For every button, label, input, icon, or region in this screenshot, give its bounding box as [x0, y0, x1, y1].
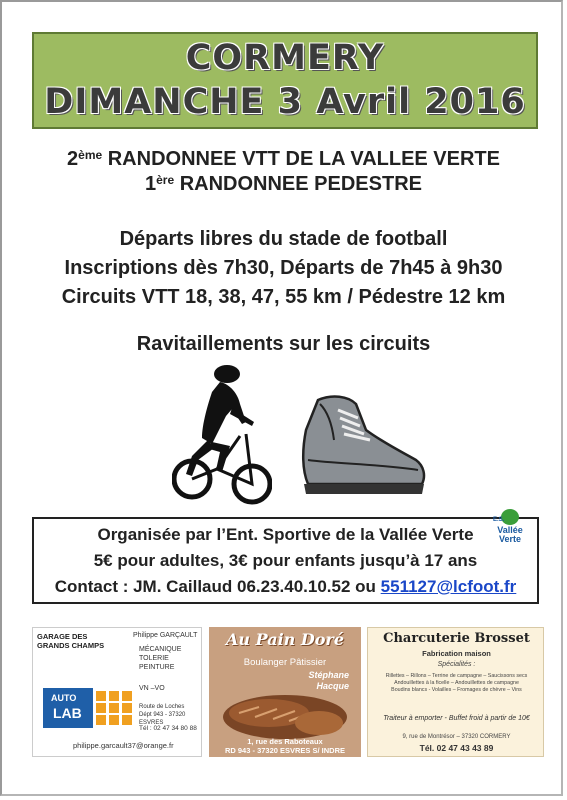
ad-charcuterie — [367, 627, 544, 757]
garage-email: philippe.garcault37@orange.fr — [73, 741, 174, 750]
garage-icons-grid — [95, 690, 133, 726]
event-titles — [2, 147, 565, 197]
bread-illustration — [219, 691, 351, 743]
svg-text:Vallée: Vallée — [497, 525, 523, 535]
vtt-ordinal-suffix: ème — [78, 148, 103, 162]
garage-owner: Philippe GARÇAULT — [133, 632, 198, 639]
ad-garage — [32, 627, 202, 757]
charcuterie-specialites: Spécialités : — [437, 661, 476, 668]
garage-address-line: Dépt 943 - 37320 ESVRES — [139, 712, 186, 726]
boulangerie-address-line: 1, rue des Raboteaux — [247, 737, 323, 746]
hiking-boot-illustration — [298, 390, 428, 500]
charcuterie-phone: Tél. 02 47 43 43 89 — [419, 743, 494, 753]
svg-text:E.S.: E.S. — [493, 517, 505, 523]
cyclist-illustration — [172, 364, 272, 510]
boulangerie-owner — [308, 670, 349, 692]
ped-title: RANDONNEE PEDESTRE — [179, 173, 422, 195]
title-date: DIMANCHE 3 Avril 2016 — [44, 82, 526, 122]
charcuterie-traiteur: Traiteur à emporter - Buffet froid à partir de 10€ — [383, 715, 530, 722]
contact-email-link[interactable]: 551127@lcfoot.fr — [380, 577, 517, 596]
vtt-ordinal: 2 — [67, 148, 79, 170]
boulangerie-address-line: RD 943 - 37320 ESVRES S/ INDRE — [224, 746, 346, 755]
info-circuits: Circuits VTT 18, 38, 47, 55 km / Pédestre 12 km — [61, 286, 506, 308]
garage-phone: Tél : 02 47 34 80 88 — [139, 725, 197, 732]
svg-text:Verte: Verte — [498, 534, 522, 544]
autolab-text-1: AUTO — [51, 693, 77, 703]
contact-line — [34, 574, 537, 600]
product-line: Boudins blancs - Volailles – Fromages de chèvre – Vins — [391, 687, 522, 693]
garage-services — [139, 645, 181, 672]
contact-text: Contact : JM. Caillaud 06.23.40.10.52 ou — [54, 577, 381, 596]
boulangerie-address — [209, 737, 361, 755]
garage-service: TOLERIE — [139, 655, 169, 662]
charcuterie-address: 9, rue de Montrésor – 37320 CORMERY — [402, 734, 511, 740]
event-pedestre — [2, 172, 565, 197]
organisation-box — [32, 517, 539, 604]
title-box — [32, 32, 538, 129]
info-ravitaillement: Ravitaillements sur les circuits — [136, 333, 431, 355]
info-inscriptions: Inscriptions dès 7h30, Départs de 7h45 à 9h30 — [64, 257, 503, 279]
ad-boulangerie — [209, 627, 361, 757]
garage-name: GARAGE DES GRANDS CHAMPS — [37, 632, 105, 650]
owner-first-name: Stéphane — [308, 670, 349, 680]
autolab-text-2: LAB — [53, 705, 82, 721]
boulangerie-subtitle: Boulanger Pâtissier — [243, 657, 327, 668]
autolab-logo — [43, 688, 93, 728]
vtt-title: RANDONNEE VTT DE LA VALLEE VERTE — [107, 148, 500, 170]
ped-ordinal: 1 — [145, 173, 157, 195]
garage-address-line: Route de Loches — [139, 704, 185, 710]
organisation-line: Organisée par l’Ent. Sportive de la Vallée Verte — [97, 525, 474, 544]
event-info — [2, 225, 565, 312]
charcuterie-products — [372, 673, 541, 694]
garage-vnvo: VN –VO — [139, 685, 165, 692]
price-line: 5€ pour adultes, 3€ pour enfants jusqu’à 17 ans — [93, 551, 478, 570]
charcuterie-name: Charcuterie Brosset — [383, 631, 530, 646]
product-line: Andouillettes à la ficelle – Andouillettes de campagne — [394, 680, 519, 686]
garage-service: PEINTURE — [139, 664, 175, 671]
ped-ordinal-suffix: ère — [156, 173, 175, 187]
event-vtt — [2, 147, 565, 172]
product-line: Rillettes – Rillons – Terrine de campagne – Saucissons secs — [385, 673, 528, 679]
owner-last-name: Hacque — [316, 681, 349, 691]
garage-service: MÉCANIQUE — [139, 646, 182, 653]
garage-address — [139, 703, 201, 727]
boulangerie-brand: Au Pain Doré — [225, 630, 345, 649]
charcuterie-tagline: Fabrication maison — [422, 649, 491, 658]
title-town: CORMERY — [185, 38, 385, 78]
vallee-verte-logo — [490, 507, 530, 545]
info-depart: Départs libres du stade de football — [119, 228, 448, 250]
